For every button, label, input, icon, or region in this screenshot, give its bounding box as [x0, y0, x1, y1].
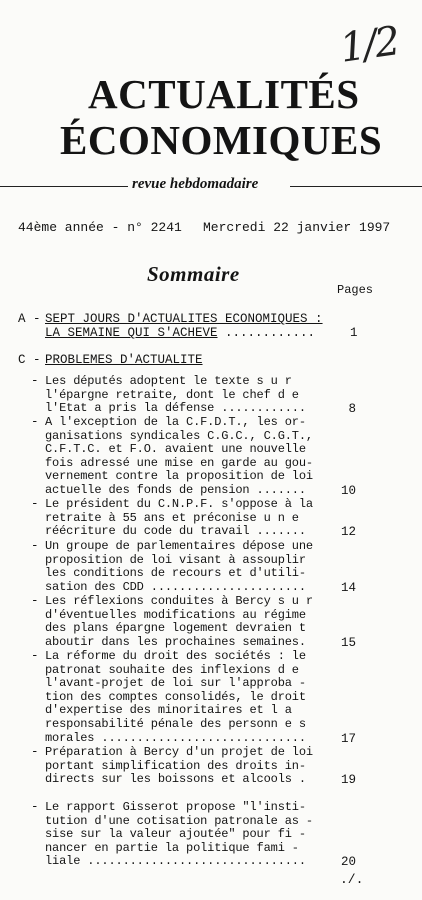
toc-item-line: l'épargne retraite, dont le chef d e: [45, 387, 299, 402]
toc-item-line: actuelle des fonds de pension .......: [45, 482, 306, 497]
toc-item-line: réécriture du code du travail .......: [45, 524, 306, 539]
section-a-letter: A -: [18, 312, 41, 326]
toc-item-line: Les réflexions conduites à Bercy s u r: [45, 594, 313, 608]
toc-item-line: portant simplification des droits in-: [45, 758, 306, 773]
rule-right: [290, 186, 422, 187]
handwritten-page-note: 1/2: [337, 18, 402, 72]
toc-item-dash: -: [31, 497, 39, 511]
masthead-subtitle: revue hebdomadaire: [132, 176, 259, 192]
toc-item-page: 8: [348, 402, 356, 417]
toc-item-dash: -: [31, 415, 39, 429]
toc-item-line: liale ...............................: [45, 854, 306, 869]
toc-item-page: 19: [340, 773, 356, 788]
toc-item-line: l'Etat a pris la défense ............: [45, 401, 306, 416]
toc-item-page: 14: [340, 580, 356, 595]
toc-item-line: vernement contre la proposition de loi: [45, 469, 313, 484]
toc-item-line: Les députés adoptent le texte s u r: [45, 374, 292, 388]
toc-item-line: tution d'une cotisation patronale as -: [45, 813, 313, 828]
toc-item-dash: -: [31, 539, 39, 553]
toc-item-line: Le rapport Gisserot propose "l'insti-: [45, 800, 306, 814]
toc-item-dash: -: [31, 745, 39, 759]
toc-item-line: ganisations syndicales C.G.C., C.G.T.,: [45, 428, 313, 443]
toc-item-line: tion des comptes consolidés, le droit: [45, 689, 306, 704]
toc-item-line: retraite à 55 ans et préconise u n e: [45, 510, 299, 525]
toc-item-line: sise sur la valeur ajoutée" pour fi -: [45, 827, 306, 842]
toc-item-line: patronat souhaite des inflexions d e: [45, 662, 299, 677]
section-c-title: [45, 353, 203, 367]
continuation-mark: ./.: [340, 872, 364, 887]
pages-column-header: Pages: [337, 283, 374, 297]
toc-item-dash: -: [31, 374, 39, 388]
toc-item-line: sation des CDD ......................: [45, 579, 306, 594]
issue-number: 44ème année - n° 2241: [18, 220, 182, 235]
masthead-title-line2: ÉCONOMIQUES: [60, 117, 383, 163]
toc-item-line: C.F.T.C. et F.O. avaient une nouvelle: [45, 442, 306, 457]
toc-item-line: les conditions de recours et d'utili-: [45, 566, 306, 581]
section-a-page: 1: [350, 326, 358, 340]
toc-item-page: 17: [340, 731, 356, 746]
toc-item-line: Un groupe de parlementaires dépose une: [45, 539, 313, 553]
toc-item-page: 15: [340, 635, 356, 650]
toc-item-line: directs sur les boissons et alcools .: [45, 772, 306, 787]
section-a-title-line2: [45, 326, 315, 340]
section-c-letter: C -: [18, 353, 41, 367]
rule-left: [0, 186, 128, 187]
toc-item-line: Le président du C.N.P.F. s'oppose à la: [45, 497, 313, 511]
issue-date: Mercredi 22 janvier 1997: [203, 220, 391, 235]
section-a-title-line1: [45, 312, 323, 326]
subtitle-rule: [0, 176, 422, 196]
toc-item-line: La réforme du droit des sociétés : le: [45, 649, 306, 663]
masthead-title-line1: ACTUALITÉS: [88, 71, 360, 117]
toc-item-line: aboutir dans les prochaines semaines.: [45, 634, 306, 649]
section-a-title-text2: LA SEMAINE QUI S'ACHEVE: [45, 326, 218, 340]
toc-item-line: proposition de loi visant à assouplir: [45, 552, 306, 567]
toc-item-page: 10: [340, 484, 356, 498]
toc-item-line: fois adressé une mise en garde au gou-: [45, 455, 313, 470]
toc-item-dash: -: [31, 594, 39, 608]
sommaire-heading: Sommaire: [147, 262, 240, 286]
toc-item-line: d'expertise des minoritaires et l a: [45, 703, 292, 718]
toc-item-line: responsabilité pénale des personn e s: [45, 716, 306, 731]
toc-item-line: A l'exception de la C.F.D.T., les or-: [45, 415, 306, 429]
toc-item-line: morales .............................: [45, 730, 306, 745]
toc-item-page: 20: [340, 855, 356, 870]
toc-item-line: des plans épargne logement devraien t: [45, 621, 306, 636]
toc-item-dash: -: [31, 800, 39, 814]
section-a-title-text1: SEPT JOURS D'ACTUALITES ECONOMIQUES :: [45, 312, 323, 326]
toc-item-line: d'éventuelles modifications au régime: [45, 607, 306, 622]
section-a-leader: ............: [217, 326, 316, 340]
toc-item-line: Préparation à Bercy d'un projet de loi: [45, 745, 313, 759]
toc-item-line: l'avant-projet de loi sur l'approba -: [45, 676, 306, 691]
toc-item-page: 12: [340, 525, 356, 540]
toc-item-dash: -: [31, 649, 39, 663]
toc-item-line: nancer en partie la politique fami -: [45, 840, 299, 855]
section-c-title-text: PROBLEMES D'ACTUALITE: [45, 353, 203, 367]
